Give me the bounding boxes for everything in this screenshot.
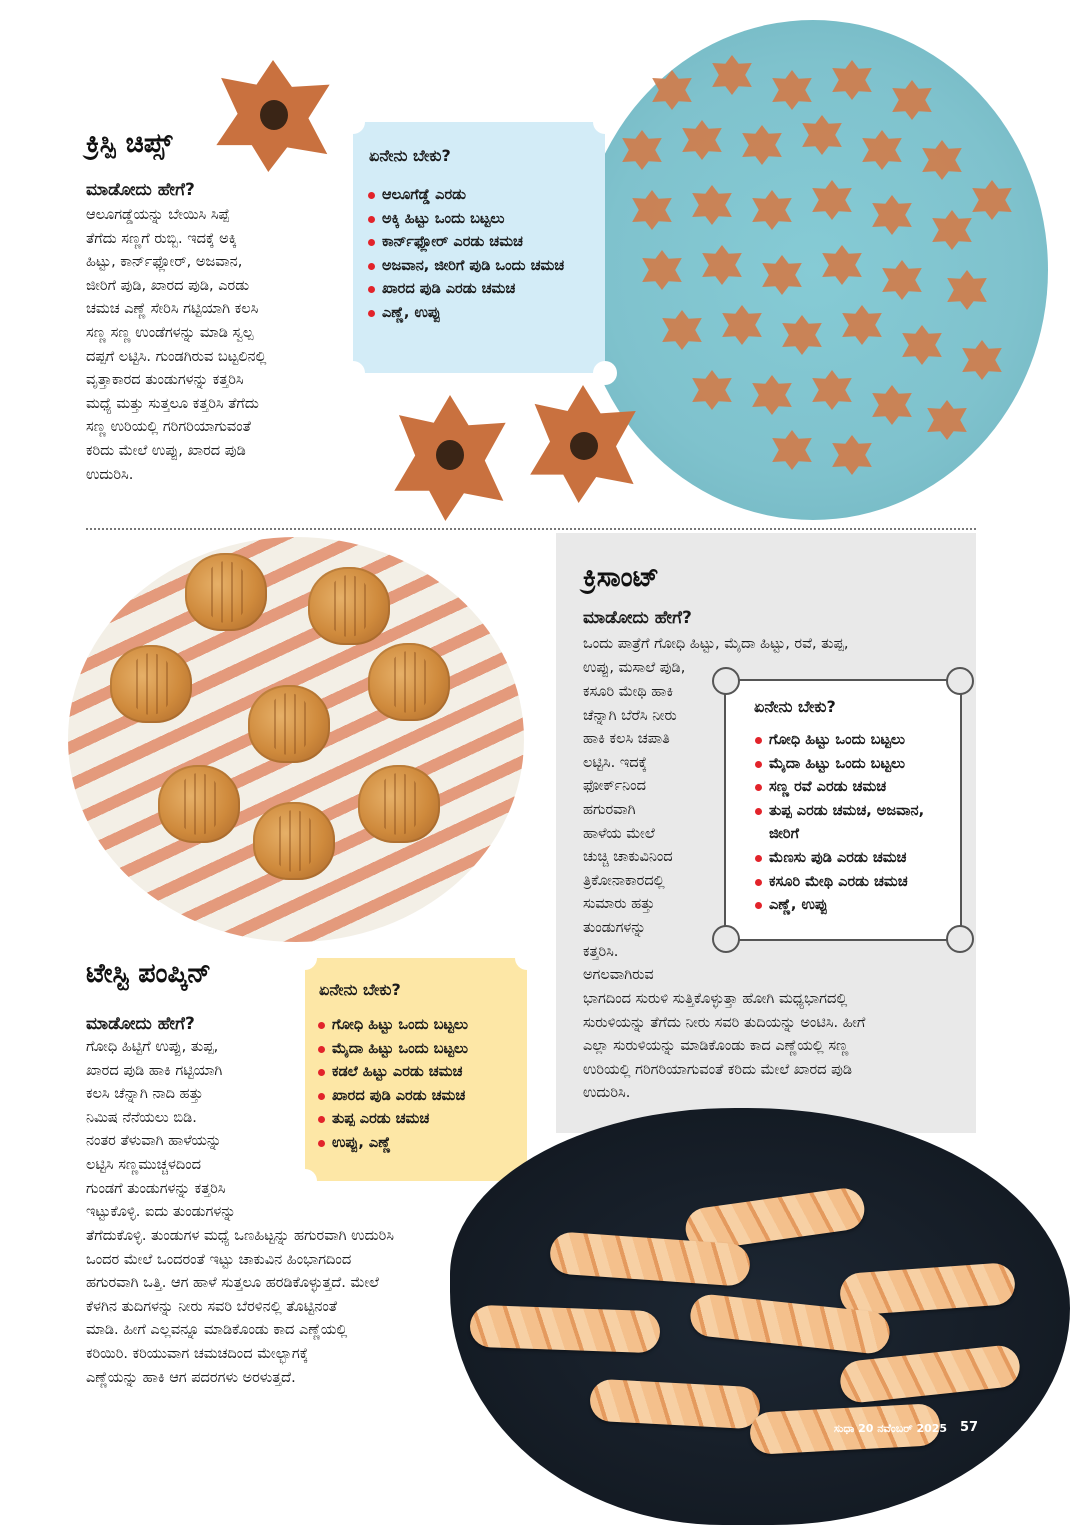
list-item: ಆಲೂಗೆಡ್ಡೆ ಎರಡು [367,184,593,208]
pumpkin-title: ಟೇಸ್ಟಿ ಪಂಪ್ಕಿನ್ [86,958,212,989]
croissant-title: ಕ್ರಿಸಾಂಟ್ [583,562,660,593]
chips-ingredients-heading: ಏನೇನು ಬೇಕು? [369,146,451,165]
list-item: ಕಸೂರಿ ಮೇಥಿ ಎರಡು ಚಮಚ [754,871,950,895]
list-item: ಮೈದಾ ಹಿಟ್ಟು ಒಂದು ಬಟ್ಟಲು [317,1038,523,1062]
croissant-ingredients-heading: ಏನೇನು ಬೇಕು? [754,697,836,716]
croissant-method-text-left: ಕಸೂರಿ ಮೇಥಿ ಹಾಕಿ ಚೆನ್ನಾಗಿ ಬೆರೆಸಿ ನೀರು ಹಾಕಿ ಕಲಸಿ ಚಪಾತಿ ಲಟ್ಟಿಸಿ. ಇದಕ್ಕೆ ಫೋರ್ಕ್‌ನಿಂದ ಹಗುರವಾಗಿ ಹಾಳೆಯ ಮೇಲೆ ಚುಚ್ಚಿ ಚಾಕುವಿನಿಂದ ತ್ರಿಕೋನಾಕಾರದಲ್ಲಿ ಸುಮಾರು ಹತ್ತು ತುಂಡುಗಳನ್ನು ಕತ್ತರಿಸಿ. ಅಗಲವಾಗಿರುವ [583,684,677,984]
croissant-method-text-bottom: ಭಾಗದಿಂದ ಸುರುಳಿ ಸುತ್ತಿಕೊಳ್ಳುತ್ತಾ ಹೋಗಿ ಮಧ್ಯಭಾಗದಲ್ಲಿ ಸುರುಳಿಯನ್ನು ತೆಗೆದು ನೀರು ಸವರಿ ತುದಿಯನ್ನು ಅಂಟಿಸಿ. ಹೀಗೆ ಎಲ್ಲಾ ಸುರುಳಿಯನ್ನು ಮಾಡಿಕೊಂಡು ಕಾದ ಎಣ್ಣೆಯಲ್ಲಿ ಸಣ್ಣ ಉರಿಯಲ್ಲಿ ಗರಿಗರಿಯಾಗುವಂತೆ ಕರಿದು ಮೇಲೆ ಖಾರದ ಪುಡಿ ಉದುರಿಸಿ. [583,991,866,1102]
pumpkin-method-heading: ಮಾಡೋದು ಹೇಗೆ? [86,1014,195,1034]
list-item: ತುಪ್ಪ ಎರಡು ಚಮಚ [317,1108,523,1132]
chips-method-heading: ಮಾಡೋದು ಹೇಗೆ? [86,180,195,200]
list-item: ಎಣ್ಣೆ, ಉಪ್ಪು [754,894,950,918]
chips-method-text: ಆಲೂಗಡ್ಡೆಯನ್ನು ಬೇಯಿಸಿ ಸಿಪ್ಪೆ ತೆಗೆದು ಸಣ್ಣಗೆ ರುಬ್ಬಿ. ಇದಕ್ಕೆ ಅಕ್ಕಿ ಹಿಟ್ಟು, ಕಾರ್ನ್‌ಫ್ಲೋರ್, ಅಜವಾನ, ಜೀರಿಗೆ ಪುಡಿ, ಖಾರದ ಪುಡಿ, ಎರಡು ಚಮಚ ಎಣ್ಣೆ ಸೇರಿಸಿ ಗಟ್ಟಿಯಾಗಿ ಕಲಸಿ ಸಣ್ಣ ಸಣ್ಣ ಉಂಡೆಗಳನ್ನು ಮಾಡಿ ಸ್ವಲ್ಪ ದಪ್ಪಗೆ ಲಟ್ಟಿಸಿ. ಗುಂಡಗಿರುವ ಬಟ್ಟಲಿನಲ್ಲಿ ವೃತ್ತಾಕಾರದ ತುಂಡುಗಳನ್ನು ಕತ್ತರಿಸಿ ಮಧ್ಯೆ ಮತ್ತು ಸುತ್ತಲೂ ಕತ್ತರಿಸಿ ತೆಗೆದು ಸಣ್ಣ ಉರಿಯಲ್ಲಿ ಗರಿಗರಿಯಾಗುವಂತೆ ಕರಿದು ಮೇಲೆ ಉಪ್ಪು, ಖಾರದ ಪುಡಿ ಉದುರಿಸಿ. [86,207,267,483]
pumpkin-method-text-bottom: ತೆಗೆದುಕೊಳ್ಳಿ. ತುಂಡುಗಳ ಮಧ್ಯೆ ಒಣಹಿಟ್ಟನ್ನು ಹಗುರವಾಗಿ ಉದುರಿಸಿ ಒಂದರ ಮೇಲೆ ಒಂದರಂತೆ ಇಟ್ಟು ಚಾಕುವಿನ ಹಿಂಭಾಗದಿಂದ ಹಗುರವಾಗಿ ಒತ್ತಿ. ಆಗ ಹಾಳೆ ಸುತ್ತಲೂ ಹರಡಿಕೊಳ್ಳುತ್ತದೆ. ಮೇಲೆ ಕೆಳಗಿನ ತುದಿಗಳನ್ನು ನೀರು ಸವರಿ ಬೆರಳಿನಲ್ಲಿ ತೊಟ್ಟಿನಂತೆ ಮಾಡಿ. ಹೀಗೆ ಎಲ್ಲವನ್ನೂ ಮಾಡಿಕೊಂಡು ಕಾದ ಎಣ್ಣೆಯಲ್ಲಿ ಕರಿಯಿರಿ. ಕರಿಯುವಾಗ ಚಮಚದಿಂದ ಮೇಲ್ಭಾಗಕ್ಕೆ ಎಣ್ಣೆಯನ್ನು ಹಾಕಿ ಆಗ ಪದರಗಳು ಅರಳುತ್ತದೆ. [86,1228,394,1386]
list-item: ಅಕ್ಕಿ ಹಿಟ್ಟು ಒಂದು ಬಟ್ಟಲು [367,208,593,232]
chips-ingredients-box [353,122,605,373]
pumpkin-ingredients-heading: ಏನೇನು ಬೇಕು? [319,980,401,999]
pumpkin-ingredients-list [317,1014,523,1156]
croissant-method-heading: ಮಾಡೋದು ಹೇಗೆ? [583,608,692,628]
list-item: ಖಾರದ ಪುಡಿ ಎರಡು ಚಮಚ [367,278,593,302]
list-item: ಮೆಣಸು ಪುಡಿ ಎರಡು ಚಮಚ [754,847,950,871]
croissant-plate-photo [450,1108,1070,1525]
list-item: ಅಜವಾನ, ಜೀರಿಗೆ ಪುಡಿ ಒಂದು ಚಮಚ [367,255,593,279]
list-item: ಖಾರದ ಪುಡಿ ಎರಡು ಚಮಚ [317,1085,523,1109]
croissant-ingredients-list [754,729,950,918]
section-divider [86,528,976,530]
chips-pile [600,40,1030,500]
list-item: ಉಪ್ಪು, ಎಣ್ಣೆ [317,1132,523,1156]
list-item: ಸಣ್ಣ ರವೆ ಎರಡು ಚಮಚ [754,776,950,800]
list-item: ಗೋಧಿ ಹಿಟ್ಟು ಒಂದು ಬಟ್ಟಲು [317,1014,523,1038]
page-number: 57 [960,1420,979,1435]
pumpkin-method-text-left: ಗೋಧಿ ಹಿಟ್ಟಿಗೆ ಉಪ್ಪು, ತುಪ್ಪ, ಖಾರದ ಪುಡಿ ಹಾಕಿ ಗಟ್ಟಿಯಾಗಿ ಕಲಸಿ ಚೆನ್ನಾಗಿ ನಾದಿ ಹತ್ತು ನಿಮಿಷ ನೆನೆಯಲು ಬಿಡಿ. ನಂತರ ತೆಳುವಾಗಿ ಹಾಳೆಯನ್ನು ಲಟ್ಟಿಸಿ ಸಣ್ಣಮುಚ್ಚಳದಿಂದ ಗುಂಡಗೆ ತುಂಡುಗಳನ್ನು ಕತ್ತರಿಸಿ ಇಟ್ಟುಕೊಳ್ಳಿ. ಐದು ತುಂಡುಗಳನ್ನು [86,1039,236,1221]
list-item: ಎಣ್ಣೆ, ಉಪ್ಪು [367,302,593,326]
chips-title: ಕ್ರಿಸ್ಪಿ ಚಿಪ್ಸ್ [86,128,173,159]
list-item: ಮೈದಾ ಹಿಟ್ಟು ಒಂದು ಬಟ್ಟಲು [754,753,950,777]
chips-ingredients-list [367,184,593,326]
list-item: ಕಡಲೆ ಹಿಟ್ಟು ಎರಡು ಚಮಚ [317,1061,523,1085]
pumpkin-plate-photo [68,537,524,942]
page-folio: ಸುಧಾ 20 ನವೆಂಬರ್ 2025 [834,1422,948,1435]
pumpkin-ingredients-box [305,958,527,1181]
list-item: ಗೋಧಿ ಹಿಟ್ಟು ಒಂದು ಬಟ್ಟಲು [754,729,950,753]
list-item: ಕಾರ್ನ್‌ಫ್ಲೋರ್ ಎರಡು ಚಮಚ [367,231,593,255]
croissant-method-text-top: ಒಂದು ಪಾತ್ರೆಗೆ ಗೋಧಿ ಹಿಟ್ಟು, ಮೈದಾ ಹಿಟ್ಟು, ರವೆ, ತುಪ್ಪ, ಉಪ್ಪು, ಮಸಾಲೆ ಪುಡಿ, [583,636,849,676]
croissant-ingredients-box [724,679,962,941]
list-item: ತುಪ್ಪ ಎರಡು ಚಮಚ, ಅಜವಾನ, ಜೀರಿಗೆ [754,800,950,847]
